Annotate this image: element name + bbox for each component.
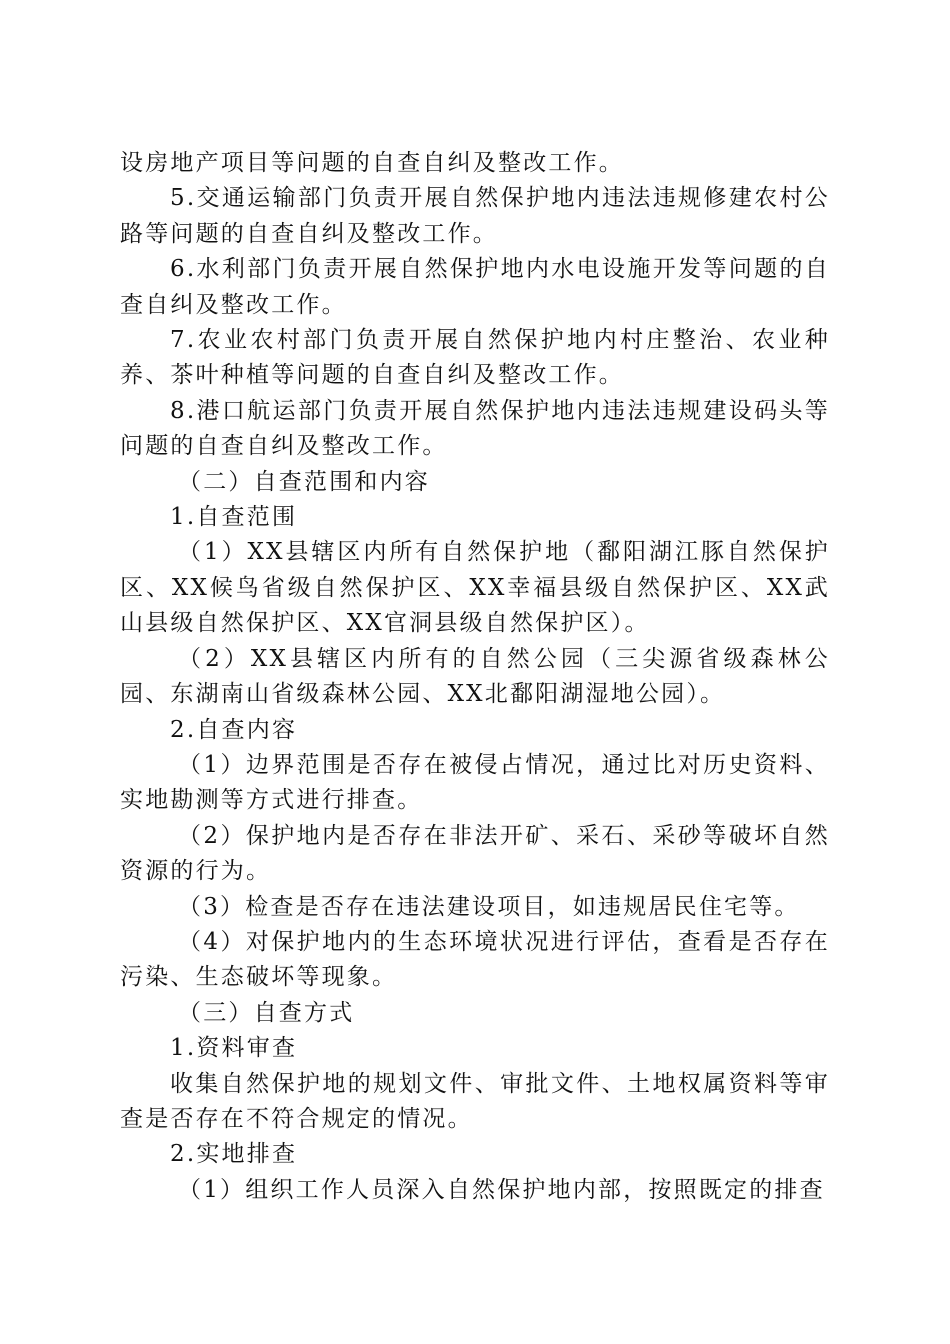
subsection-heading: 1.资料审查	[170, 1035, 298, 1062]
paragraph: （3）检查是否存在违法建设项目，如违规居民住宅等。	[178, 893, 800, 920]
paragraph: （2）XX县辖区内所有的自然公园（三尖源省级森林公园、东湖南山省级森林公园、XX北鄱阳湖湿地公园）。	[120, 645, 830, 708]
paragraph: （1）边界范围是否存在被侵占情况，通过比对历史资料、实地勘测等方式进行排查。	[120, 751, 830, 814]
subsection-heading: 1.自查范围	[170, 504, 298, 531]
paragraph: （1）XX县辖区内所有自然保护地（鄱阳湖江豚自然保护区、XX候鸟省级自然保护区、XX幸福县级自然保护区、XX武山县级自然保护区、XX官洞县级自然保护区）。	[120, 539, 830, 637]
paragraph: 8.港口航运部门负责开展自然保护地内违法违规建设码头等问题的自查自纠及整改工作。	[120, 397, 830, 460]
section-heading: （三）自查方式	[178, 999, 355, 1026]
paragraph: （2）保护地内是否存在非法开矿、采石、采砂等破坏自然资源的行为。	[120, 822, 830, 885]
subsection-heading: 2.实地排查	[170, 1141, 298, 1168]
document-body	[120, 146, 830, 1208]
subsection-heading: 2.自查内容	[170, 716, 298, 743]
paragraph: 设房地产项目等问题的自查自纠及整改工作。	[120, 150, 624, 176]
paragraph: 7.农业农村部门负责开展自然保护地内村庄整治、农业种养、茶叶种植等问题的自查自纠及整改工作。	[120, 327, 830, 389]
paragraph: （1）组织工作人员深入自然保护地内部，按照既定的排查	[178, 1176, 825, 1203]
paragraph: 5.交通运输部门负责开展自然保护地内违法违规修建农村公路等问题的自查自纠及整改工作。	[120, 185, 830, 247]
section-heading: （二）自查范围和内容	[178, 468, 430, 495]
paragraph: 6.水利部门负责开展自然保护地内水电设施开发等问题的自查自纠及整改工作。	[120, 256, 830, 318]
paragraph: 收集自然保护地的规划文件、审批文件、土地权属资料等审查是否存在不符合规定的情况。	[120, 1070, 830, 1132]
paragraph: （4）对保护地内的生态环境状况进行评估，查看是否存在污染、生态破坏等现象。	[120, 928, 830, 991]
